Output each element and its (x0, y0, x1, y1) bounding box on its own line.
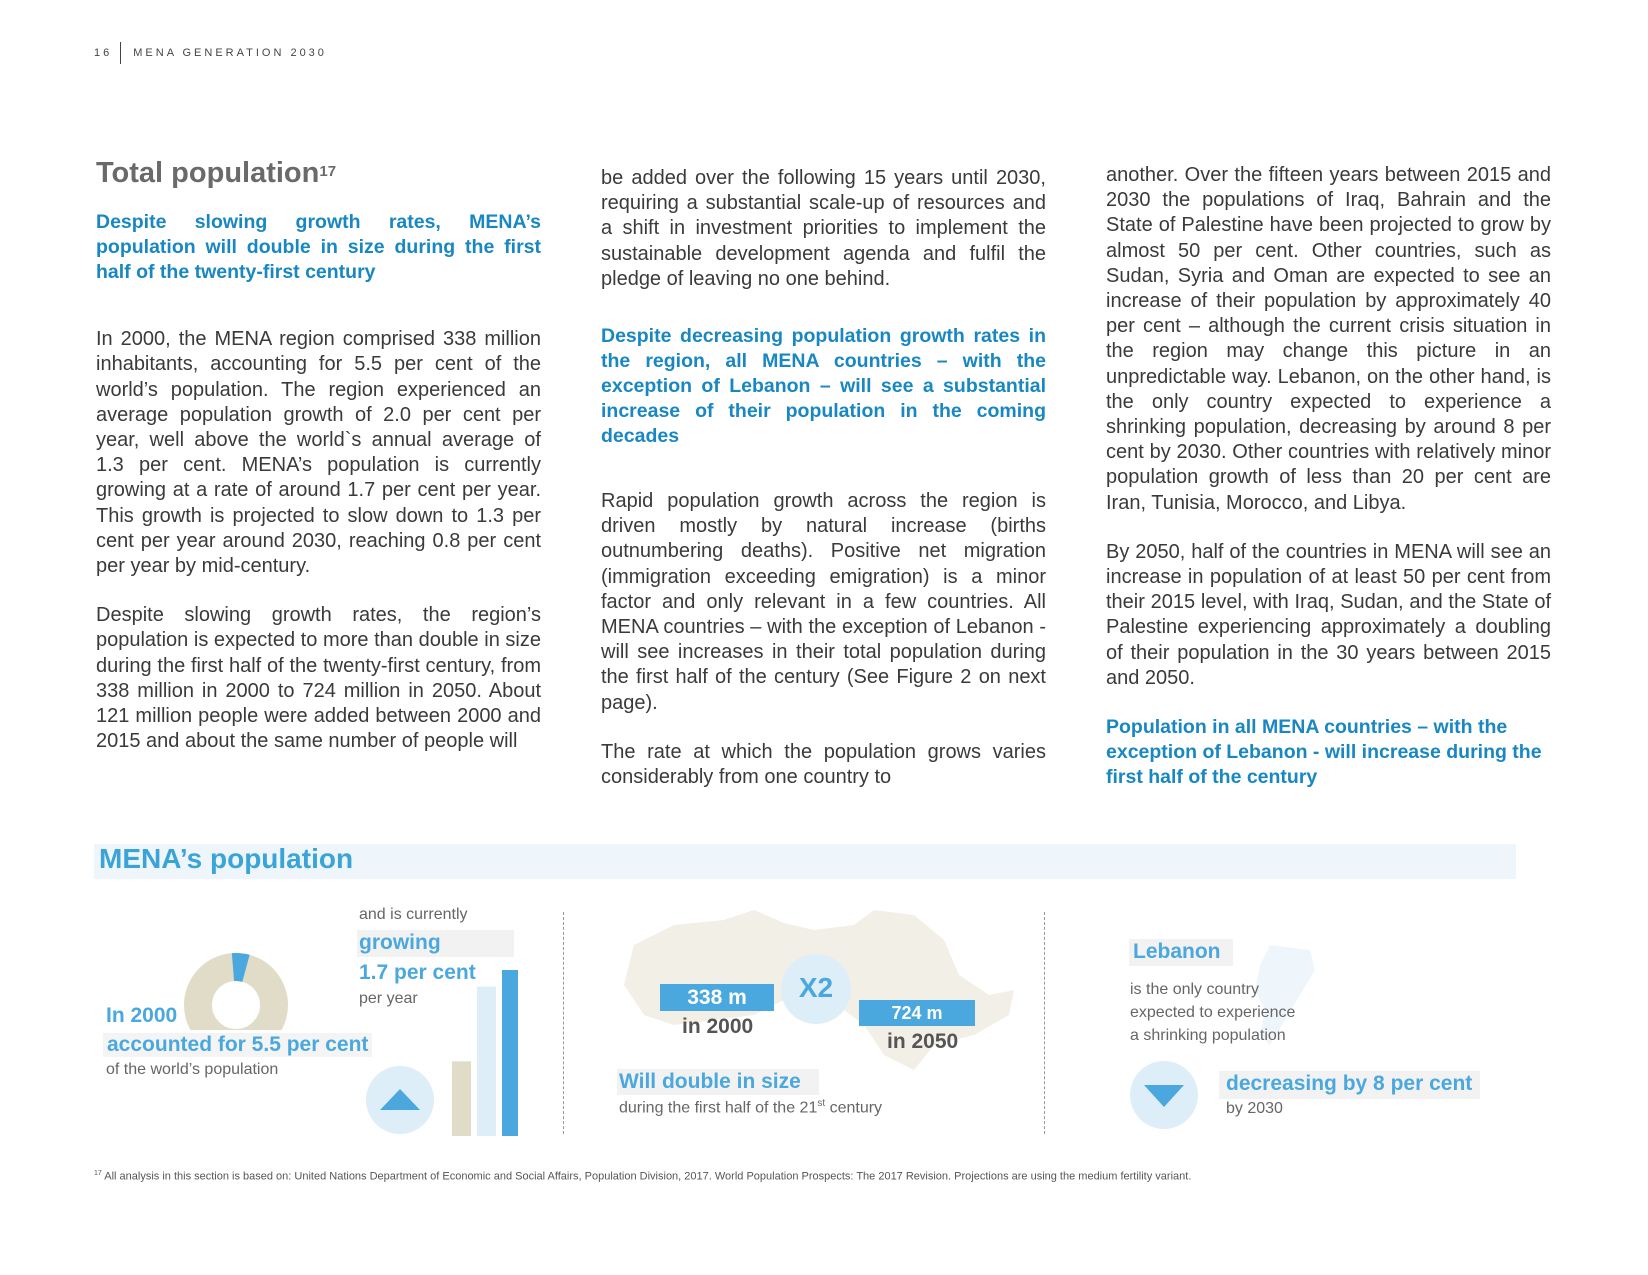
double-sub (619, 1098, 882, 1117)
growth-up-badge (365, 1065, 435, 1135)
double-headline: Will double in size (619, 1070, 801, 1093)
growth-unit: per year (359, 990, 418, 1007)
footnote (94, 1170, 1191, 1183)
text-column-3 (1106, 163, 1551, 790)
panel-divider (563, 912, 564, 1134)
lebanon-headline: decreasing by 8 per cent (1226, 1072, 1473, 1095)
lebanon-line-2: expected to experience (1130, 1004, 1296, 1021)
lebanon-line-1: is the only country (1130, 981, 1259, 998)
double-sub-sup: st (817, 1098, 826, 1109)
share-year: In 2000 (106, 1004, 178, 1027)
share-headline: accounted for 5.5 per cent (103, 1033, 372, 1057)
share-sub: of the world’s population (106, 1061, 279, 1078)
growth-word: growing (359, 931, 441, 954)
page-number: 16 (94, 47, 113, 59)
growth-bar-1 (452, 1061, 471, 1136)
double-sub-post: century (825, 1099, 883, 1117)
body-paragraph: another. Over the fifteen years between 2015 and 2030 the populations of Iraq, Bahrain and the State of Palestine have been projected to grow by almost 50 per cent. Other countries, such as Sudan, Syria and Oman are expected to see an increase of their population by approximately 40 per cent – although the current crisis situation in the region may change this picture in an unpredictable way. Lebanon, on the other hand, is the only country expected to experience a shrinking population, decreasing by around 8 per cent by 2030. Other countries with relatively minor population growth of less than 20 per cent are Iran, Tunisia, Morocco, and Libya. (1106, 164, 1551, 514)
body-paragraph: be added over the following 15 years until 2030, requiring a substantial scale-up of resources and a shift in investment priorities to implement the sustainable development agenda and fulfil the pledge of leaving no one behind. (601, 167, 1046, 290)
footnote-text: All analysis in this section is based on: United Nations Department of Economic and Social Affairs, Population Division, 2017. World Population Prospects: The 2017 Revision. Projections are using the medium fertility variant. (104, 1170, 1192, 1183)
growth-bar-2 (477, 987, 496, 1136)
value-2000: 338 m (660, 984, 774, 1011)
lead-paragraph: Despite decreasing population growth rates in the region, all MENA countries – with the exception of Lebanon – will see a substantial increase of their population in the coming decades (601, 325, 1046, 448)
header-divider (120, 42, 121, 64)
section-heading (96, 157, 541, 189)
text-column-2 (601, 166, 1046, 790)
body-paragraph: Rapid population growth across the region is driven mostly by natural increase (births outnumbering deaths). Positive net migration (immigration exceeding emigration) is a minor factor and only relevant in a few countries. All MENA countries – with the exception of Lebanon - will see increases in their total population during the first half of the century (See Figure 2 on next page). (601, 490, 1046, 714)
lebanon-name: Lebanon (1133, 940, 1221, 963)
growth-bar-chart (448, 970, 518, 1136)
section-heading-text: Total population (96, 157, 320, 189)
growth-intro: and is currently (359, 906, 468, 923)
growth-rate: 1.7 per cent (359, 961, 476, 984)
lebanon-line-3: a shrinking population (1130, 1027, 1286, 1044)
growth-bar-3 (502, 970, 518, 1136)
running-header (94, 41, 327, 65)
lebanon-description (1130, 978, 1295, 1047)
label-2000: in 2000 (682, 1015, 754, 1038)
footnote-mark: 17 (94, 1170, 102, 1177)
value-2050: 724 m (859, 1000, 975, 1026)
panel-divider (1044, 912, 1045, 1134)
body-paragraph: Despite slowing growth rates, the region’s population is expected to more than double in size during the first half of the twenty-first century, from 338 million in 2000 to 724 million in 2050. About 121 million people were added between 2000 and 2015 and about the same number of people will (96, 604, 541, 753)
infographic-title: MENA’s population (99, 843, 354, 874)
text-column-1 (96, 157, 541, 754)
donut-share-slice (233, 967, 246, 968)
footnote-ref: 17 (319, 163, 337, 180)
publication-title: MENA GENERATION 2030 (133, 47, 327, 59)
decline-down-badge (1129, 1060, 1199, 1130)
double-sub-pre: during the first half of the 21 (619, 1099, 818, 1117)
lebanon-sub: by 2030 (1226, 1100, 1283, 1117)
label-2050: in 2050 (887, 1030, 959, 1053)
lead-paragraph: Population in all MENA countries – with the exception of Lebanon - will increase during the first half of the century (1106, 716, 1542, 789)
body-paragraph: The rate at which the population grows varies considerably from one country to (601, 740, 1046, 789)
multiplier: X2 (798, 972, 834, 1003)
body-paragraph: By 2050, half of the countries in MENA will see an increase in population of at least 50 per cent from their 2015 level, with Iraq, Sudan, and the State of Palestine experiencing approximately a doubling of their population in the 30 years between 2015 and 2050. (1106, 540, 1551, 689)
lead-paragraph: Despite slowing growth rates, MENA’s population will double in size during the first half of the twenty-first century (96, 211, 541, 284)
body-paragraph: In 2000, the MENA region comprised 338 million inhabitants, accounting for 5.5 per cent of the world’s population. The region experienced an average population growth of 2.0 per cent per year, well above the world`s annual average of 1.3 per cent. MENA’s population is currently growing at a rate of around 1.7 per cent per year. This growth is projected to slow down to 1.3 per cent per year around 2030, reaching 0.8 per cent per year by mid-century. (96, 328, 541, 578)
